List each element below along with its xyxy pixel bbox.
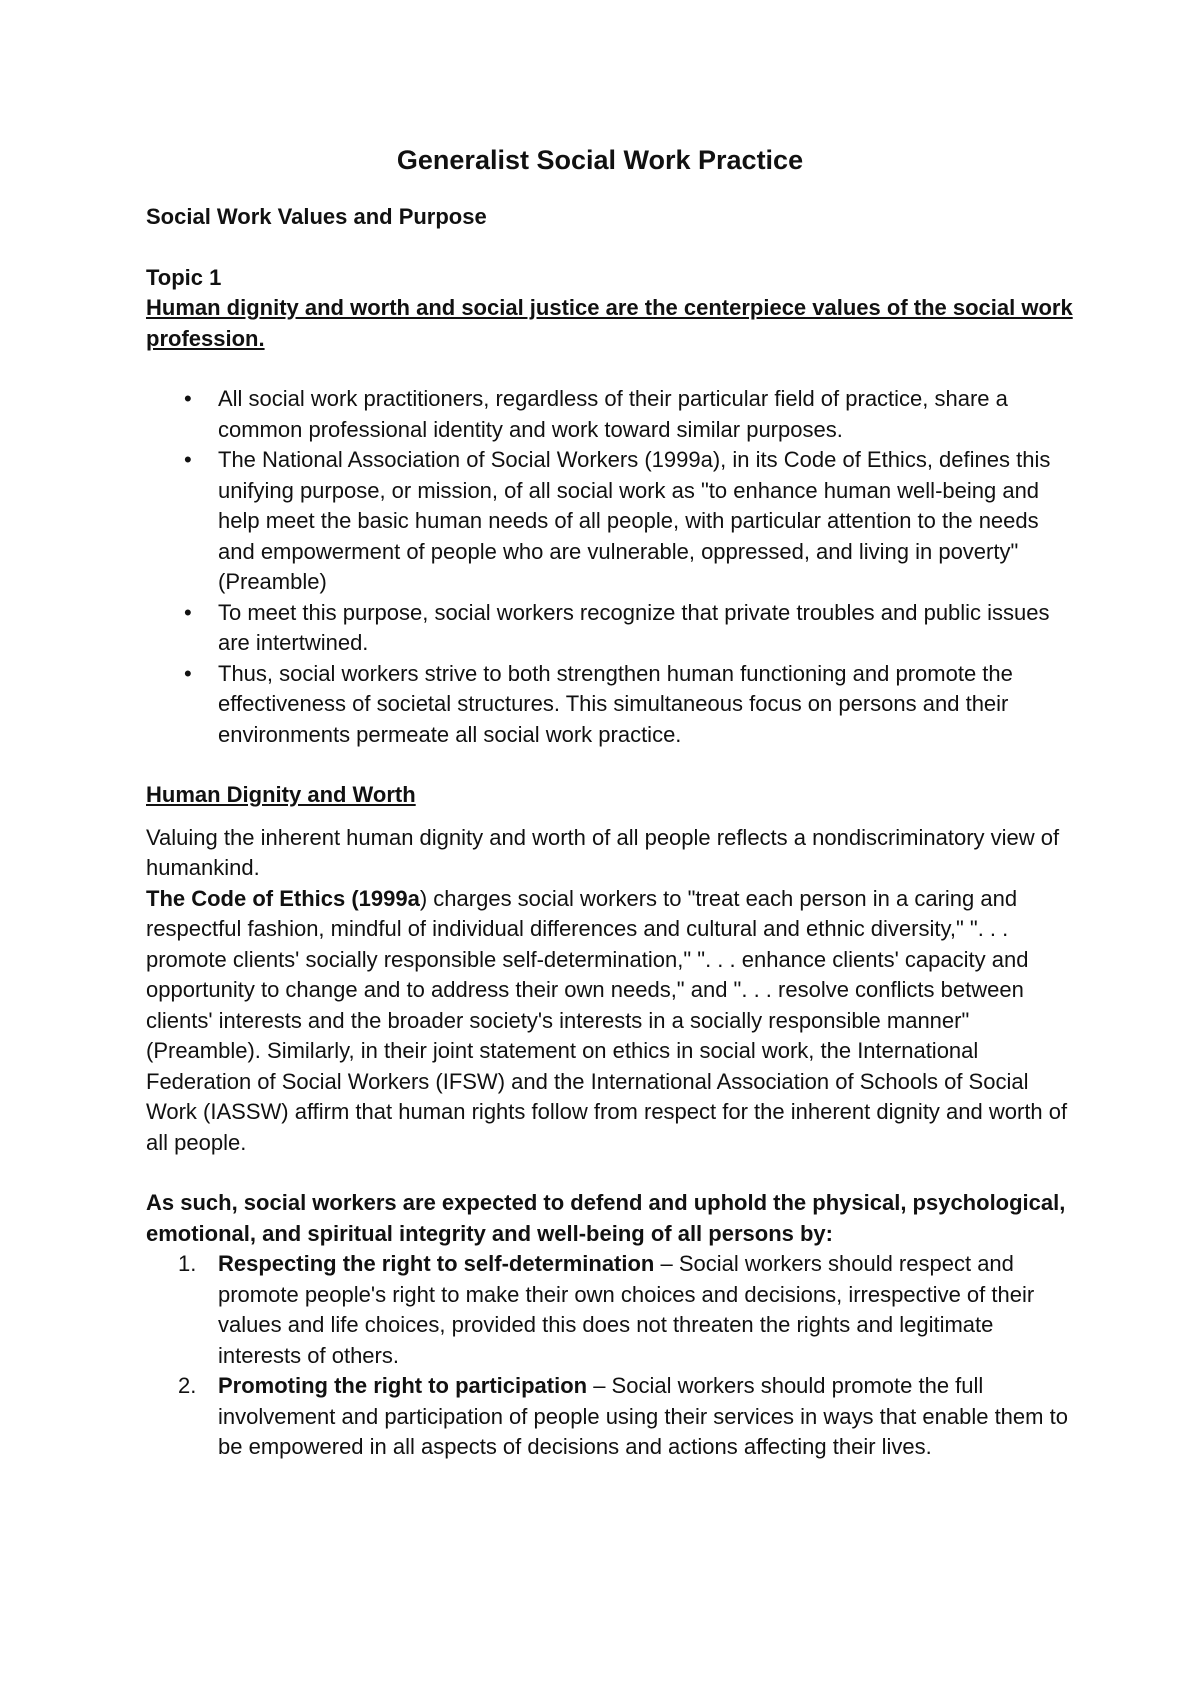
- bullet-item: [146, 659, 1080, 751]
- bullet-text: All social work practitioners, regardless of their particular field of practice, share a common professional identity and work toward similar purposes.: [218, 386, 1008, 442]
- bullet-icon: •: [184, 599, 192, 625]
- dignity-heading: Human Dignity and Worth: [146, 782, 416, 807]
- numbered-item: [146, 1249, 1080, 1371]
- bullet-icon: •: [184, 386, 192, 411]
- item-title: Promoting the right to participation: [218, 1373, 588, 1398]
- code-of-ethics-text: ) charges social workers to "treat each person in a caring and respectful fashion, mindful of individual differences and cultural and ethnic diversity," ". . . promote clients' socially responsible self-determination," ". . . enhance clients' capacity and opportunity to change and to address their own needs," and ". . . resolve conflicts between clients' interests and the broader society's interests in a socially responsible manner" (Preamble). Similarly, in their joint statement on ethics in social work, the International Federation of Social Workers (IFSW) and the International Association of Schools of Social Work (IASSW) affirm that human rights follow from respect for the inherent dignity and worth of all people.: [146, 885, 1068, 1155]
- bullet-text: To meet this purpose, social workers recognize that private troubles and public issues are intertwined.: [218, 599, 1050, 655]
- item-text: – Social workers should respect and promote people's right to make their own choices and decisions, irrespective of their values and life choices, provided this does not threaten the rights and legitimate interests of others.: [218, 1251, 1035, 1368]
- dignity-intro: Valuing the inherent human dignity and worth of all people reflects a nondiscriminatory view of humankind.: [146, 824, 1060, 880]
- item-title: Respecting the right to self-determination: [218, 1251, 655, 1276]
- document-subtitle: Social Work Values and Purpose: [146, 204, 487, 229]
- bullet-text: Thus, social workers strive to both strengthen human functioning and promote the effectiveness of societal structures. This simultaneous focus on persons and their environments permeate all social work practice.: [218, 660, 1013, 747]
- item-number: 2.: [178, 1373, 197, 1398]
- code-of-ethics-label: The Code of Ethics (1999a: [146, 885, 420, 911]
- bullet-text: The National Association of Social Workers (1999a), in its Code of Ethics, defines this unifying purpose, or mission, of all social work as "to enhance human well-being and help meet the basic human needs of all people, with particular attention to the needs and empowerment of people who are vulnerable, oppressed, and living in poverty" (Preamble): [218, 447, 1051, 594]
- expectation-lead: As such, social workers are expected to defend and uphold the physical, psychological, emotional, and spiritual integrity and well-being of all persons by:: [146, 1190, 1066, 1246]
- bullet-icon: •: [184, 447, 192, 472]
- item-number: 1.: [178, 1251, 197, 1276]
- code-of-ethics-paragraph: [146, 884, 1080, 1159]
- numbered-list: [146, 1249, 1080, 1463]
- bullet-item: [146, 598, 1080, 659]
- bullet-item: [146, 384, 1080, 445]
- bullet-list: [146, 384, 1080, 750]
- topic-label: Topic 1: [146, 264, 222, 290]
- topic-heading: Human dignity and worth and social justice are the centerpiece values of the social work profession.: [146, 295, 1073, 351]
- bullet-icon: •: [184, 660, 192, 686]
- bullet-item: [146, 445, 1080, 598]
- numbered-item: [146, 1371, 1080, 1463]
- item-text: – Social workers should promote the full involvement and participation of people using their services in ways that enable them to be empowered in all aspects of decisions and actions affecting their lives.: [218, 1373, 1068, 1459]
- document-title: Generalist Social Work Practice: [396, 145, 804, 175]
